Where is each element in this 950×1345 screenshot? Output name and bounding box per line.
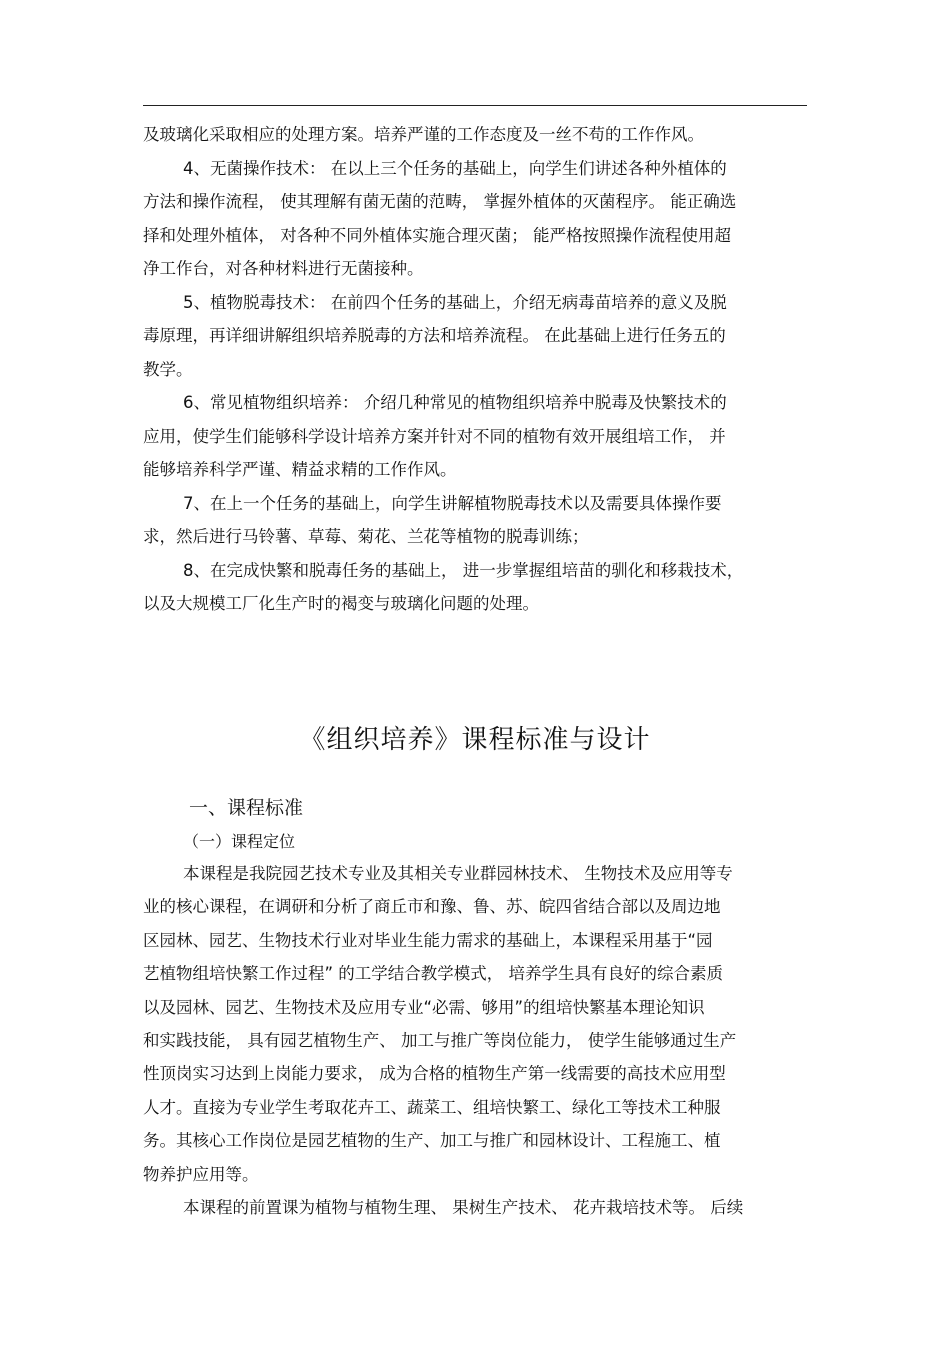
document-title: 《组织培养》课程标准与设计 [299,725,651,755]
paragraph-line: 业的核心课程，在调研和分析了商丘市和豫、鲁、苏、皖四省结合部以及周边地 [143,897,721,917]
paragraph-line: 毒原理，再详细讲解组织培养脱毒的方法和培养流程。 在此基础上进行任务五的 [143,326,726,345]
paragraph-line: 净工作台，对各种材料进行无菌接种。 [143,259,424,278]
paragraph-line: 区园林、园艺、生物技术行业对毕业生能力需求的基础上，本课程采用基于“园 [143,930,713,950]
paragraph-line: 以及大规模工厂化生产时的褐变与玻璃化问题的处理。 [143,594,539,613]
paragraph-line: 求，然后进行马铃薯、草莓、菊花、兰花等植物的脱毒训练； [143,527,589,546]
subsection-heading: （一）课程定位 [183,832,296,851]
paragraph-line: 8、在完成快繁和脱毒任务的基础上， 进一步掌握组培苗的驯化和移栽技术， [183,560,744,580]
section-heading: 一、课程标准 [189,797,304,819]
paragraph-line: 6、常见植物组织培养： 介绍几种常见的植物组织培养中脱毒及快繁技术的 [183,393,727,412]
paragraph-line: 和实践技能， 具有园艺植物生产、 加工与推广等岗位能力， 使学生能够通过生产 [143,1030,737,1050]
paragraph-line: 择和处理外植体， 对各种不同外植体实施合理灭菌； 能严格按照操作流程使用超 [143,225,731,245]
paragraph-line: 本课程是我院园艺技术专业及其相关专业群园林技术、 生物技术及应用等专 [183,864,733,883]
paragraph-line: 方法和操作流程， 使其理解有菌无菌的范畴， 掌握外植体的灭菌程序。 能正确选 [143,192,737,211]
continuation-text [143,118,807,621]
paragraph-line: 物养护应用等。 [143,1164,259,1184]
paragraph-line: 务。其核心工作岗位是园艺植物的生产、加工与推广和园林设计、工程施工、植 [143,1131,721,1151]
paragraph-line: 性顶岗实习达到上岗能力要求， 成为合格的植物生产第一线需要的高技术应用型 [143,1064,726,1084]
paragraph-line: 及玻璃化采取相应的处理方案。培养严谨的工作态度及一丝不苟的工作作风。 [143,125,704,144]
paragraph-line: 人才。直接为专业学生考取花卉工、蔬菜工、组培快繁工、绿化工等技术工种服 [143,1097,721,1117]
paragraph-line: 应用，使学生们能够科学设计培养方案并针对不同的植物有效开展组培工作， 并 [143,426,726,446]
paragraph-line: 5、植物脱毒技术： 在前四个任务的基础上，介绍无病毒苗培养的意义及脱 [183,292,727,312]
paragraph-line: 以及园林、园艺、生物技术及应用专业“必需、够用”的组培快繁基本理论知识 [143,997,705,1017]
paragraph-line: 4、无菌操作技术： 在以上三个任务的基础上，向学生们讲述各种外植体的 [183,158,727,178]
course-positioning-text [143,857,807,1224]
paragraph-line: 能够培养科学严谨、精益求精的工作作风。 [143,460,457,479]
paragraph-line: 教学。 [143,359,193,379]
paragraph-line: 7、在上一个任务的基础上，向学生讲解植物脱毒技术以及需要具体操作要 [183,493,722,513]
paragraph-line: 本课程的前置课为植物与植物生理、 果树生产技术、 花卉栽培技术等。 后续 [183,1197,744,1217]
header-rule [143,105,807,106]
paragraph-line: 艺植物组培快繁工作过程” 的工学结合教学模式， 培养学生具有良好的综合素质 [143,964,724,984]
